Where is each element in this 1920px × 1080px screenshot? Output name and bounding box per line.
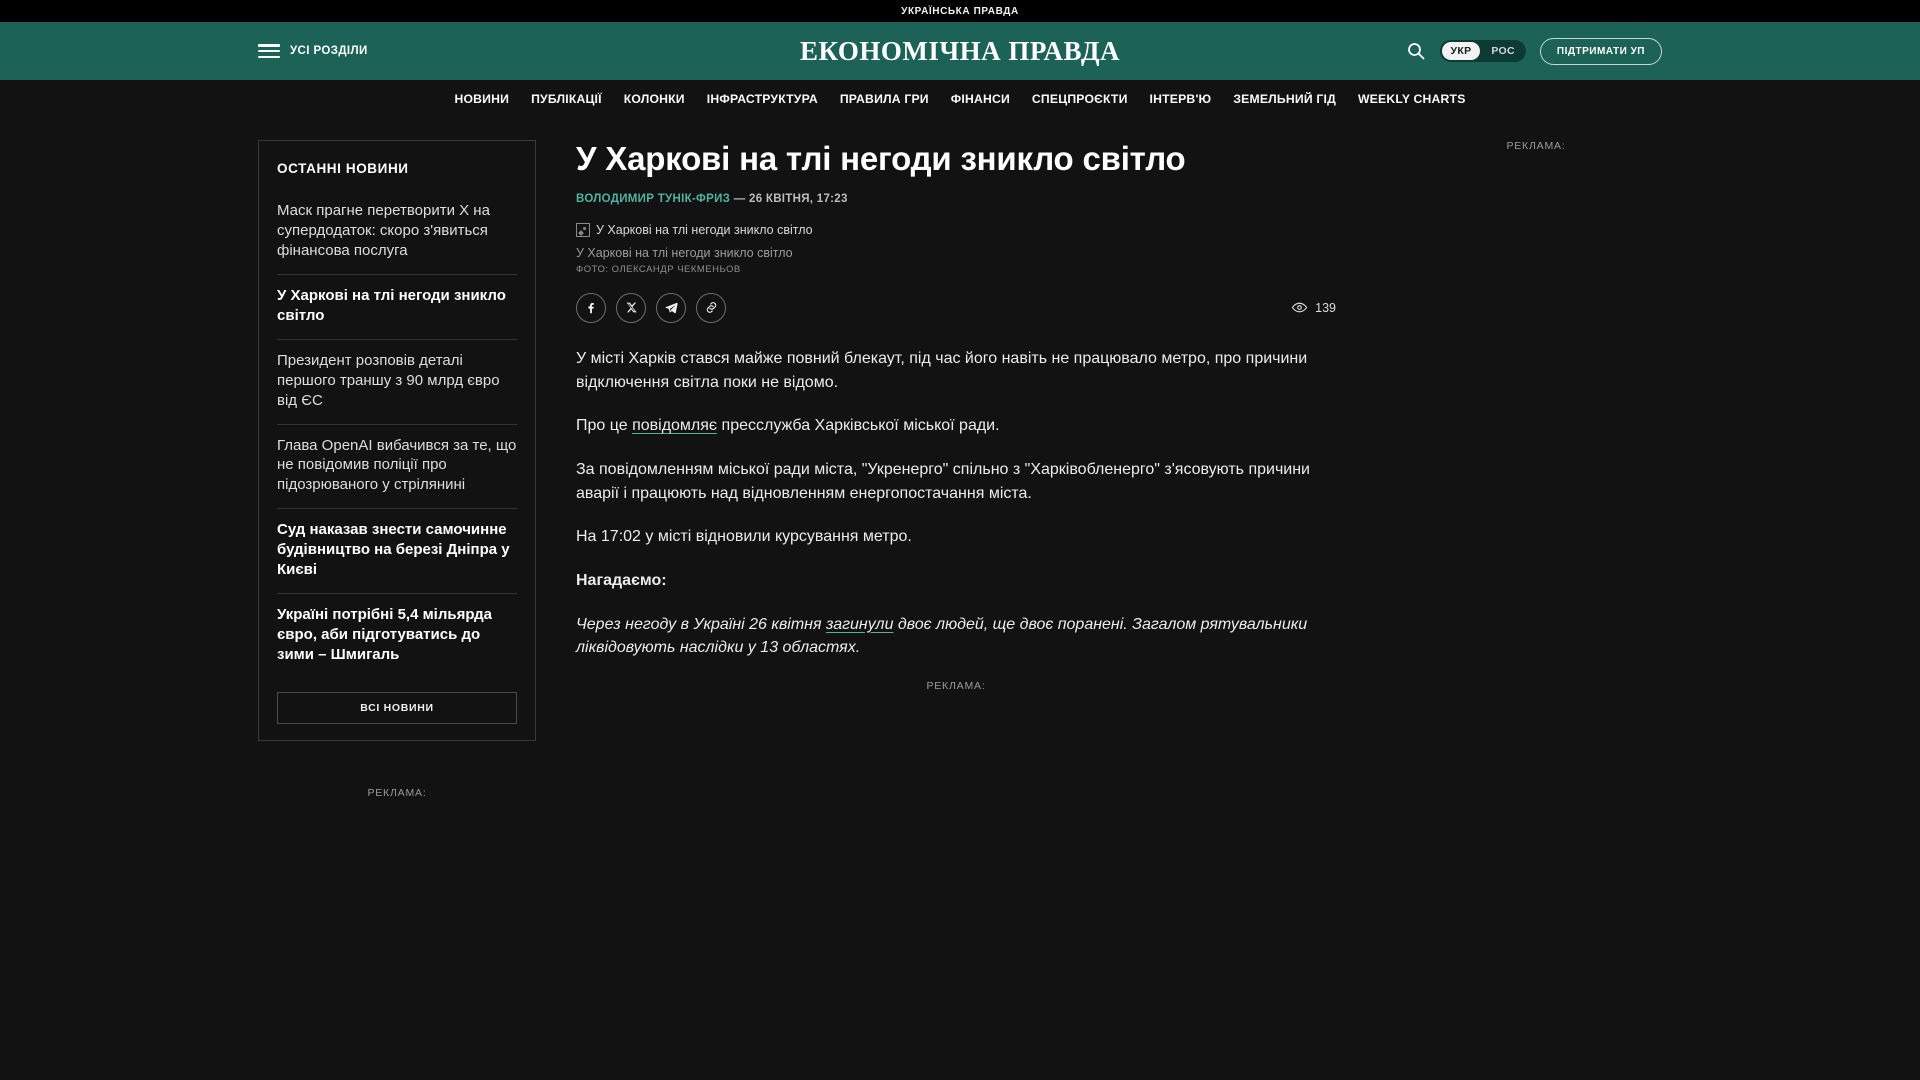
view-counter xyxy=(1291,299,1336,316)
nav-item-0[interactable]: НОВИНИ xyxy=(454,92,510,106)
list-item[interactable]: Глава OpenAI вибачився за те, що не повідомив поліції про підозрюваного у стрілянині xyxy=(277,425,517,510)
share-buttons xyxy=(576,293,726,323)
broken-image-icon xyxy=(576,223,590,237)
article-timestamp: — 26 КВІТНЯ, 17:23 xyxy=(733,192,848,205)
image-caption: У Харкові на тлі негоди зникло світло xyxy=(576,245,793,260)
list-item[interactable]: Маск прагне перетворити X на супердодаток: скоро з'явиться фінансова послуга xyxy=(277,190,517,275)
nav-item-1[interactable]: ПУБЛІКАЦІЇ xyxy=(531,92,602,106)
nav-item-2[interactable]: КОЛОНКИ xyxy=(623,92,685,106)
sidebar-ad-label: РЕКЛАМА: xyxy=(367,786,427,799)
article xyxy=(576,140,1336,799)
article-body xyxy=(576,347,1336,660)
telegram-icon[interactable] xyxy=(656,293,686,323)
paragraph: На 17:02 у місті відновили курсування метро. xyxy=(576,528,912,546)
article-image-placeholder xyxy=(576,223,1336,237)
network-strip xyxy=(0,0,1920,22)
list-item[interactable]: Президент розповів деталі першого траншу з 90 млрд євро від ЄС xyxy=(277,340,517,425)
inline-link[interactable]: повідомляє xyxy=(632,417,718,435)
nav-item-5[interactable]: ФІНАНСИ xyxy=(950,92,1010,106)
byline xyxy=(576,193,1336,205)
article-image-alt: У Харкові на тлі негоди зникло світло xyxy=(596,222,813,237)
paragraph: Через негоду в Україні 26 квітня загинули двоє людей, ще двоє поранені. Загалом рятувальники ліквідовують наслідки у 13 областях. xyxy=(576,615,1308,657)
lang-option-ukr[interactable]: УКР xyxy=(1442,42,1481,60)
all-news-button[interactable]: ВСІ НОВИНИ xyxy=(277,692,517,724)
list-item[interactable]: Суд наказав знести самочинне будівництво на березі Дніпра у Києві xyxy=(277,509,517,594)
site-logo[interactable]: ЕКОНОМІЧНА ПРАВДА xyxy=(799,35,1121,66)
list-item[interactable]: У Харкові на тлі негоди зникло світло xyxy=(277,275,517,340)
image-credit: ФОТО: ОЛЕКСАНДР ЧЕКМЕНЬОВ xyxy=(576,263,741,275)
copy-link-icon[interactable] xyxy=(696,293,726,323)
list-item[interactable]: Україні потрібні 5,4 мільярда євро, аби підготуватись до зими – Шмигаль xyxy=(277,606,493,663)
masthead xyxy=(0,22,1920,80)
rail-ad-label: РЕКЛАМА: xyxy=(1506,140,1566,152)
nav-item-7[interactable]: ІНТЕРВ'Ю xyxy=(1149,92,1212,106)
right-rail xyxy=(1376,140,1696,799)
latest-news-title: ОСТАННІ НОВИНИ xyxy=(277,161,409,176)
main-nav xyxy=(0,80,1920,118)
article-ad-label: РЕКЛАМА: xyxy=(926,679,986,692)
latest-news-panel xyxy=(258,140,536,741)
search-icon[interactable] xyxy=(1406,41,1426,61)
paragraph: Про це повідомляє пресслужба Харківської міської ради. xyxy=(576,417,1000,435)
facebook-icon[interactable] xyxy=(576,293,606,323)
hamburger-menu-icon xyxy=(258,44,280,58)
lang-option-rus[interactable]: РОС xyxy=(1491,45,1515,57)
paragraph: За повідомленням міської ради міста, "Укренерго" спільно з "Харківобленерго" з'ясовують причини аварії і працюють над відновленням енергопостачання міста. xyxy=(576,460,1310,502)
nav-item-6[interactable]: СПЕЦПРОЄКТИ xyxy=(1031,92,1128,106)
nav-item-4[interactable]: ПРАВИЛА ГРИ xyxy=(839,92,929,106)
all-sections-label: УСІ РОЗДІЛИ xyxy=(290,45,368,57)
support-button[interactable]: ПІДТРИМАТИ УП xyxy=(1540,38,1662,65)
nav-item-8[interactable]: ЗЕМЕЛЬНИЙ ГІД xyxy=(1233,92,1336,106)
nav-item-9[interactable]: WEEKLY CHARTS xyxy=(1357,92,1466,106)
paragraph: У місті Харків стався майже повний блекаут, під час його навіть не працювало метро, про причини відключення світла поки не відомо. xyxy=(576,349,1308,391)
masthead-actions xyxy=(1406,38,1662,65)
nav-item-3[interactable]: ІНФРАСТРУКТУРА xyxy=(706,92,818,106)
language-switch[interactable] xyxy=(1440,40,1526,62)
x-twitter-icon[interactable] xyxy=(616,293,646,323)
eye-icon xyxy=(1291,299,1308,316)
sidebar xyxy=(258,140,536,799)
page-title: У Харкові на тлі негоди зникло світло xyxy=(576,140,1186,177)
inline-link[interactable]: загинули xyxy=(825,615,894,633)
network-brand[interactable]: УКРАЇНСЬКА ПРАВДА xyxy=(901,5,1019,17)
article-author[interactable]: ВОЛОДИМИР ТУНІК-ФРИЗ xyxy=(576,192,731,205)
paragraph-reminder-label: Нагадаємо: xyxy=(576,571,667,589)
view-count-value: 139 xyxy=(1315,300,1336,315)
share-row xyxy=(576,293,1336,323)
page-content xyxy=(0,118,1920,799)
all-sections-button[interactable] xyxy=(258,44,368,58)
